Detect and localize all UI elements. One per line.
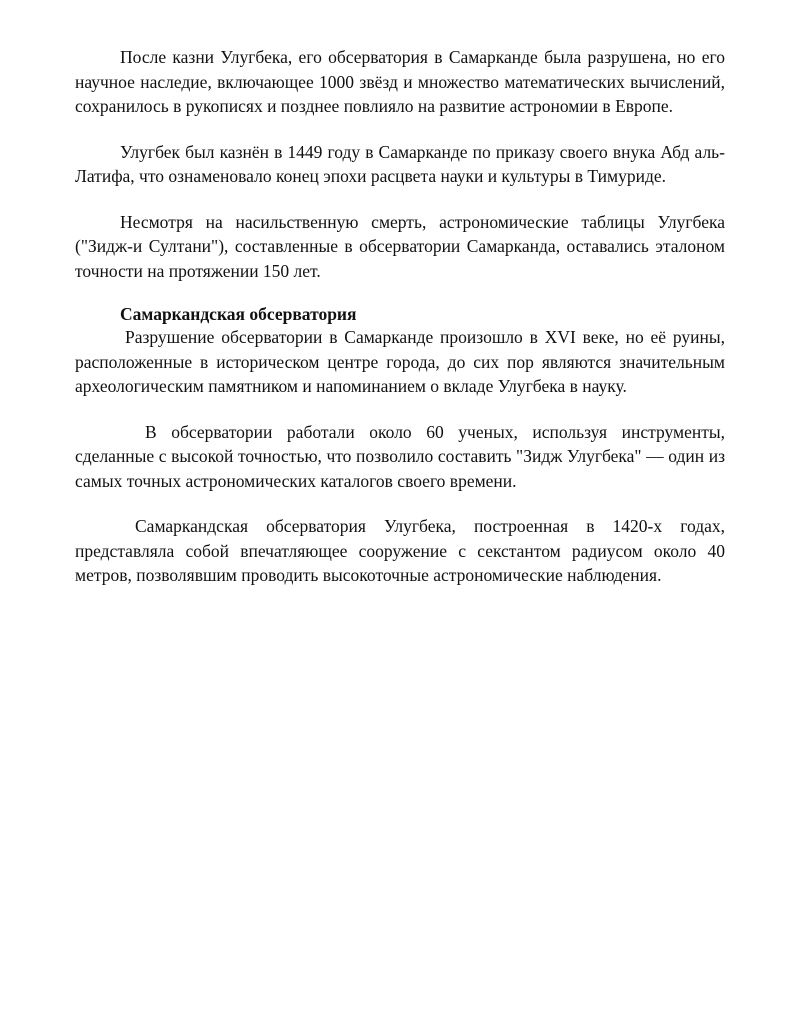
paragraph-observatory-sextant: Самаркандская обсерватория Улугбека, построенная в 1420-х годах, представляла собой впечатляющее сооружение с секстантом радиусом около 40 метров, позволявшим проводить высокоточные астрономические наблюдения.	[75, 516, 725, 585]
document-body	[75, 45, 725, 609]
paragraph-observatory-scientists: В обсерватории работали около 60 ученых, используя инструменты, сделанные с высокой точностью, что позволило составить "Зидж Улугбека" — один из самых точных астрономических каталогов своего времени.	[75, 421, 725, 491]
paragraph-observatory-ruins: Разрушение обсерватории в Самарканде произошло в XVI веке, но её руины, расположенные в историческом центре города, до сих пор являются значительным археологическим памятником и напоминанием о вкладе Улугбека в науку.	[75, 327, 725, 396]
paragraph-ulugbek-legacy: После казни Улугбека, его обсерватория в Самарканде была разрушена, но его научное наследие, включающее 1000 звёзд и множество математических вычислений, сохранилось в рукописях и позднее повлияло на развитие астрономии в Европе.	[75, 47, 725, 116]
paragraph-astronomical-tables: Несмотря на насильственную смерть, астрономические таблицы Улугбека ("Зидж-и Султани"), составленные в обсерватории Самарканда, оставались эталоном точности на протяжении 150 лет.	[75, 211, 725, 281]
paragraph-ulugbek-execution: Улугбек был казнён в 1449 году в Самарканде по приказу своего внука Абд аль-Латифа, что ознаменовало конец эпохи расцвета науки и культуры в Тимуриде.	[75, 141, 725, 186]
section-heading: Самаркандская обсерватория	[120, 304, 357, 324]
